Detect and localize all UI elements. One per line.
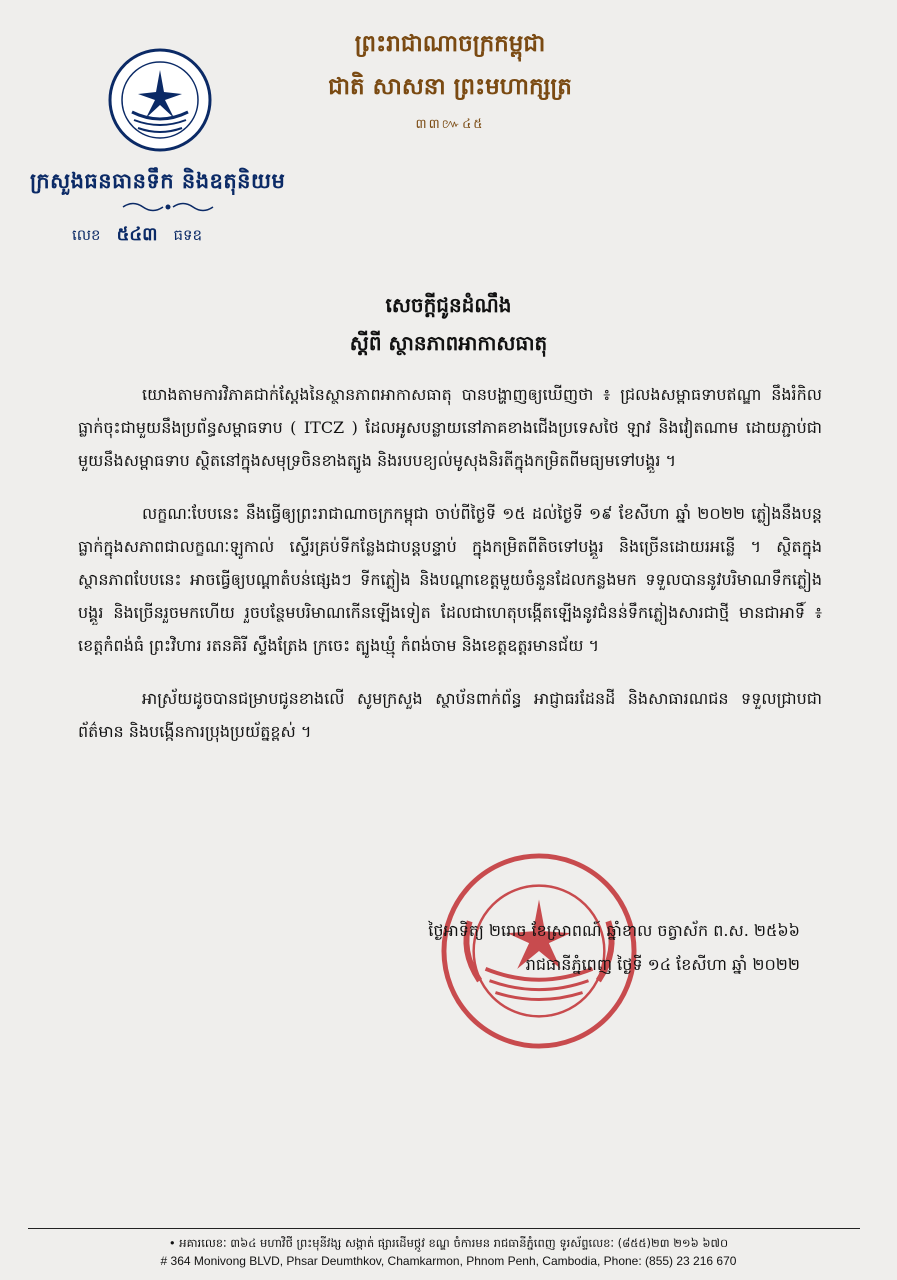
title-line-2: ស្តីពី ស្ថានភាពអាកាសធាតុ: [349, 331, 548, 355]
document-title: [0, 292, 897, 360]
footer-address-khmer: • អគារលេខៈ ៣៦៤ មហាវិថី ព្រះមុនីវង្ស សង្កាត់ ផ្សារដើមថ្កូវ ខណ្ឌ ចំការមន រាជធានីភ្នំពេញ ទូរស័ព្ទលេខៈ (៨៥៥)២៣ ២១៦ ៦៧០: [168, 1236, 729, 1250]
ornament-divider-icon: [118, 200, 218, 214]
ministry-name: ក្រសួងធនធានទឹក និងឧតុនិយម: [30, 169, 286, 193]
footer-address-english: # 364 Monivong BLVD, Phsar Deumthkov, Chamkarmon, Phnom Penh, Cambodia, Phone: (855) 23 216 670: [160, 1254, 737, 1268]
footer-address: [0, 1234, 897, 1270]
ref-prefix: លេខ: [72, 226, 101, 244]
title-line-1: សេចក្តីជូនដំណឹង: [385, 293, 512, 317]
reference-number: [72, 222, 292, 249]
kingdom-name: ព្រះរាជាណាចក្រកម្ពុជា: [354, 31, 546, 57]
ref-suffix: ធទឧ: [173, 226, 203, 244]
kingdom-header: [300, 30, 600, 135]
place-and-date: រាជធានីភ្នំពេញ ថ្ងៃទី ១៤ ខែសីហា ឆ្នាំ ២០២២: [525, 955, 800, 974]
kingdom-ornament: ៣៣៚៤៥: [415, 117, 485, 132]
ref-number: ៥៤៣: [116, 224, 158, 245]
national-motto: ជាតិ សាសនា ព្រះមហាក្សត្រ: [328, 74, 572, 100]
body-paragraph-2: លក្ខណៈបែបនេះ នឹងធ្វើឲ្យព្រះរាជាណាចក្រកម្ពុជា ចាប់ពីថ្ងៃទី ១៥ ដល់ថ្ងៃទី ១៩ ខែសីហា ឆ្នាំ ២០២២ ភ្លៀងនឹងបន្តធ្លាក់ក្នុងសភាពជាលក្ខណៈឡូកាល់ ស្ទើរគ្រប់ទីកន្លែងជាបន្តបន្ទាប់ ក្នុងកម្រិតពីតិចទៅបង្គួរ និងច្រើនដោយរអន្លើ ។ ស្ថិតក្នុងស្ថានភាពបែបនេះ អាចធ្វើឲ្យបណ្តាតំបន់ផ្សេងៗ ទីកភ្លៀង និងបណ្តាខេត្តមួយចំនួនដែលកន្លងមក ទទួលបាននូវបរិមាណទឹកភ្លៀងបង្គួរ និងច្រើនរួចមកហើយ រួចបន្ថែមបរិមាណកើនឡើងទៀត ដែលជាហេតុបង្កើតឡើងនូវជំនន់ទឹកភ្លៀងសារជាថ្មី មានជាអាទិ៍ ៖ ខេត្តកំពង់ធំ ព្រះវិហារ រតនគិរី ស្ទឹងត្រែង ក្រចេះ ត្បូងឃ្មុំ កំពង់ចាម និងខេត្តឧត្តរមានជ័យ ។: [78, 504, 822, 655]
date-block: [280, 914, 800, 982]
ministry-seal-logo: [108, 48, 212, 152]
footer-divider: [28, 1228, 860, 1229]
body-paragraph-1: យោងតាមការវិភាគជាក់ស្តែងនៃស្ថានភាពអាកាសធាតុ បានបង្ហាញឲ្យឃើញថា ៖ ជ្រលងសម្ពាធទាបឥណ្ឌា នឹងរំកិលធ្លាក់ចុះជាមួយនឹងប្រព័ន្ធសម្ពាធទាប ( ITCZ ) ដែលអូសបន្លាយនៅភាគខាងជើងប្រទេសថៃ ឡាវ និងវៀតណាម ដោយភ្ជាប់ជាមួយនឹងសម្ពាធទាប ស្ថិតនៅក្នុងសមុទ្រចិនខាងត្បូង និងរបបខ្យល់មូសុងនិរតីក្នុងកម្រិតពីមធ្យមទៅបង្គួរ ។: [78, 385, 822, 470]
body-paragraph-3: អាស្រ័យដូចបានជម្រាបជូនខាងលើ សូមក្រសួង ស្ថាប័នពាក់ព័ន្ធ អាជ្ញាធរដែនដី និងសាធារណជន ទទួលជ្រាបជាព័ត៌មាន និងបង្កើនការប្រុងប្រយ័ត្នខ្ពស់ ។: [78, 689, 822, 741]
document-body: [78, 378, 822, 768]
lunar-date: ថ្ងៃអាទិត្យ ២រោច ខែស្រាពណ៍ ឆ្នាំខាល ចត្វាស័ក ព.ស. ២៥៦៦: [428, 921, 800, 940]
